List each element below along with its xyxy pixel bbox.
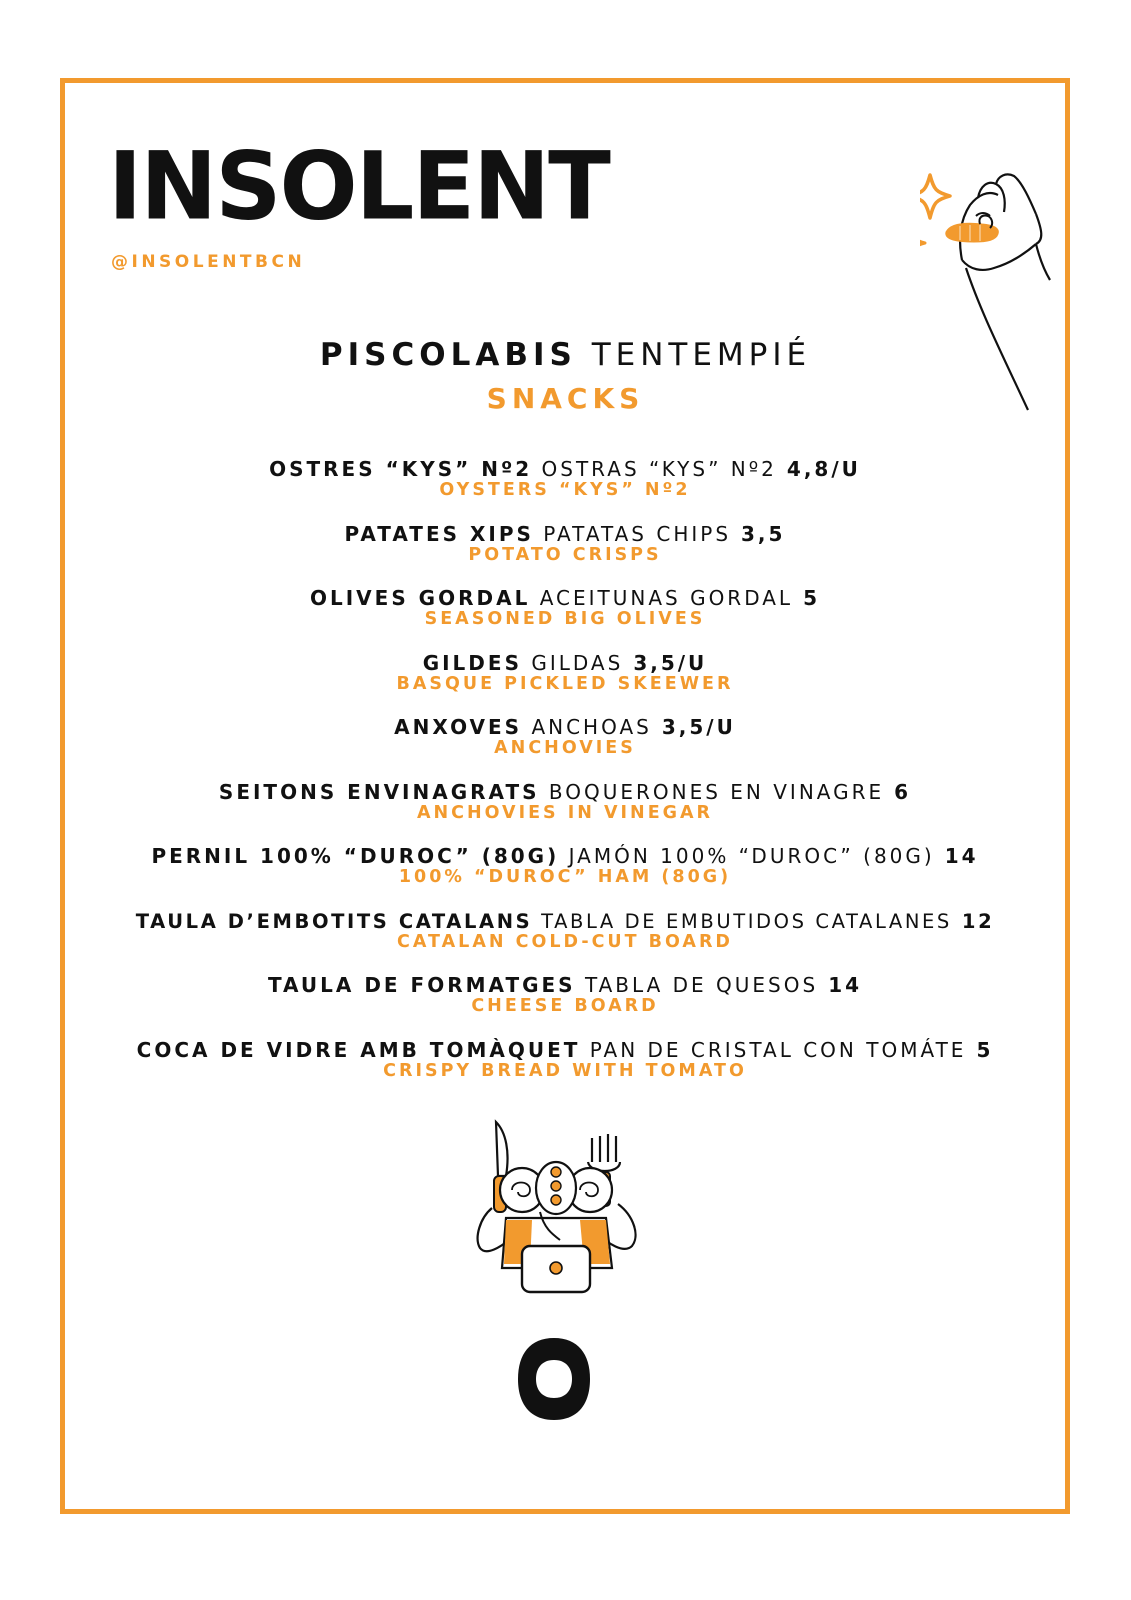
menu-item-line	[60, 910, 1070, 933]
item-name-spanish: PAN DE CRISTAL CON TOMÁTE	[589, 1037, 967, 1062]
section-title-catalan: PISCOLABIS	[319, 337, 577, 373]
menu-item	[60, 781, 1070, 846]
item-name-spanish: TABLA DE EMBUTIDOS CATALANES	[541, 909, 952, 933]
item-price: 14	[944, 844, 979, 868]
item-price: 4,8/U	[786, 457, 861, 481]
menu-item-list	[60, 458, 1070, 1103]
item-price: 3,5/U	[661, 715, 736, 739]
item-name-catalan: GILDES	[422, 650, 522, 675]
item-name-catalan: TAULA D’EMBOTITS CATALANS	[135, 909, 533, 933]
item-name-english: CATALAN COLD-CUT BOARD	[397, 931, 733, 952]
menu-item-line	[60, 587, 1070, 610]
item-name-english: CRISPY BREAD WITH TOMATO	[383, 1060, 747, 1081]
item-name-english: ANCHOVIES IN VINEGAR	[416, 802, 714, 823]
item-price: 12	[961, 909, 995, 933]
menu-item-line	[60, 716, 1070, 739]
item-name-spanish: ACEITUNAS GORDAL	[539, 586, 794, 610]
menu-item-line	[60, 652, 1070, 675]
menu-item	[60, 974, 1070, 1039]
item-name-english: 100% “DUROC” HAM (80G)	[398, 867, 732, 887]
menu-item	[60, 652, 1070, 717]
brand-logo-text: INSOLENT	[108, 131, 609, 241]
menu-item-line	[60, 974, 1070, 997]
item-name-spanish: ANCHOAS	[531, 715, 652, 739]
item-name-english: ANCHOVIES	[494, 738, 636, 758]
item-name-spanish: JAMÓN 100% “DUROC” (80G)	[568, 844, 935, 868]
item-name-english: OYSTERS “KYS” Nº2	[439, 480, 691, 500]
item-price: 5	[976, 1037, 994, 1062]
section-title-english: SNACKS	[486, 382, 645, 415]
item-name-catalan: PATATES XIPS	[344, 521, 534, 546]
item-name-spanish: BOQUERONES EN VINAGRE	[548, 779, 885, 804]
menu-item-line	[60, 781, 1070, 804]
item-name-catalan: COCA DE VIDRE AMB TOMÀQUET	[136, 1037, 581, 1062]
item-price: 6	[894, 779, 912, 804]
item-price: 14	[828, 973, 863, 997]
item-price: 5	[803, 586, 820, 610]
item-name-catalan: ANXOVES	[394, 715, 523, 739]
item-name-english: SEASONED BIG OLIVES	[424, 609, 706, 629]
hand-holding-carrot-icon	[920, 140, 1070, 420]
o-logo-icon	[516, 1336, 592, 1422]
section-title	[0, 337, 1131, 373]
menu-item	[60, 1039, 1070, 1104]
menu-item	[60, 458, 1070, 523]
item-name-english: POTATO CRISPS	[468, 544, 662, 565]
item-name-catalan: OLIVES GORDAL	[309, 586, 531, 610]
menu-item	[60, 587, 1070, 652]
item-name-catalan: TAULA DE FORMATGES	[267, 973, 576, 997]
item-name-spanish: TABLA DE QUESOS	[584, 973, 819, 997]
item-name-catalan: SEITONS ENVINAGRATS	[218, 779, 540, 804]
social-handle: @INSOLENTBCN	[111, 252, 306, 272]
item-price: 3,5/U	[633, 650, 708, 675]
item-name-spanish: OSTRAS “KYS” Nº2	[541, 457, 777, 481]
menu-item	[60, 910, 1070, 975]
item-name-catalan: PERNIL 100% “DUROC” (80G)	[151, 844, 560, 868]
item-name-english: BASQUE PICKLED SKEEWER	[396, 673, 734, 694]
menu-item	[60, 845, 1070, 910]
item-name-spanish: PATATAS CHIPS	[543, 521, 732, 546]
item-name-catalan: OSTRES “KYS” Nº2	[269, 457, 533, 481]
menu-item	[60, 523, 1070, 588]
section-title-spanish: TENTEMPIÉ	[591, 337, 812, 373]
item-name-english: CHEESE BOARD	[471, 996, 659, 1016]
menu-item-line	[60, 845, 1070, 868]
menu-item-line	[60, 458, 1070, 481]
menu-item	[60, 716, 1070, 781]
menu-item-line	[60, 1039, 1070, 1062]
item-name-spanish: GILDAS	[531, 650, 624, 675]
menu-item-line	[60, 523, 1070, 546]
mascot-with-knife-and-fork-icon	[456, 1118, 656, 1298]
item-price: 3,5	[741, 521, 786, 546]
